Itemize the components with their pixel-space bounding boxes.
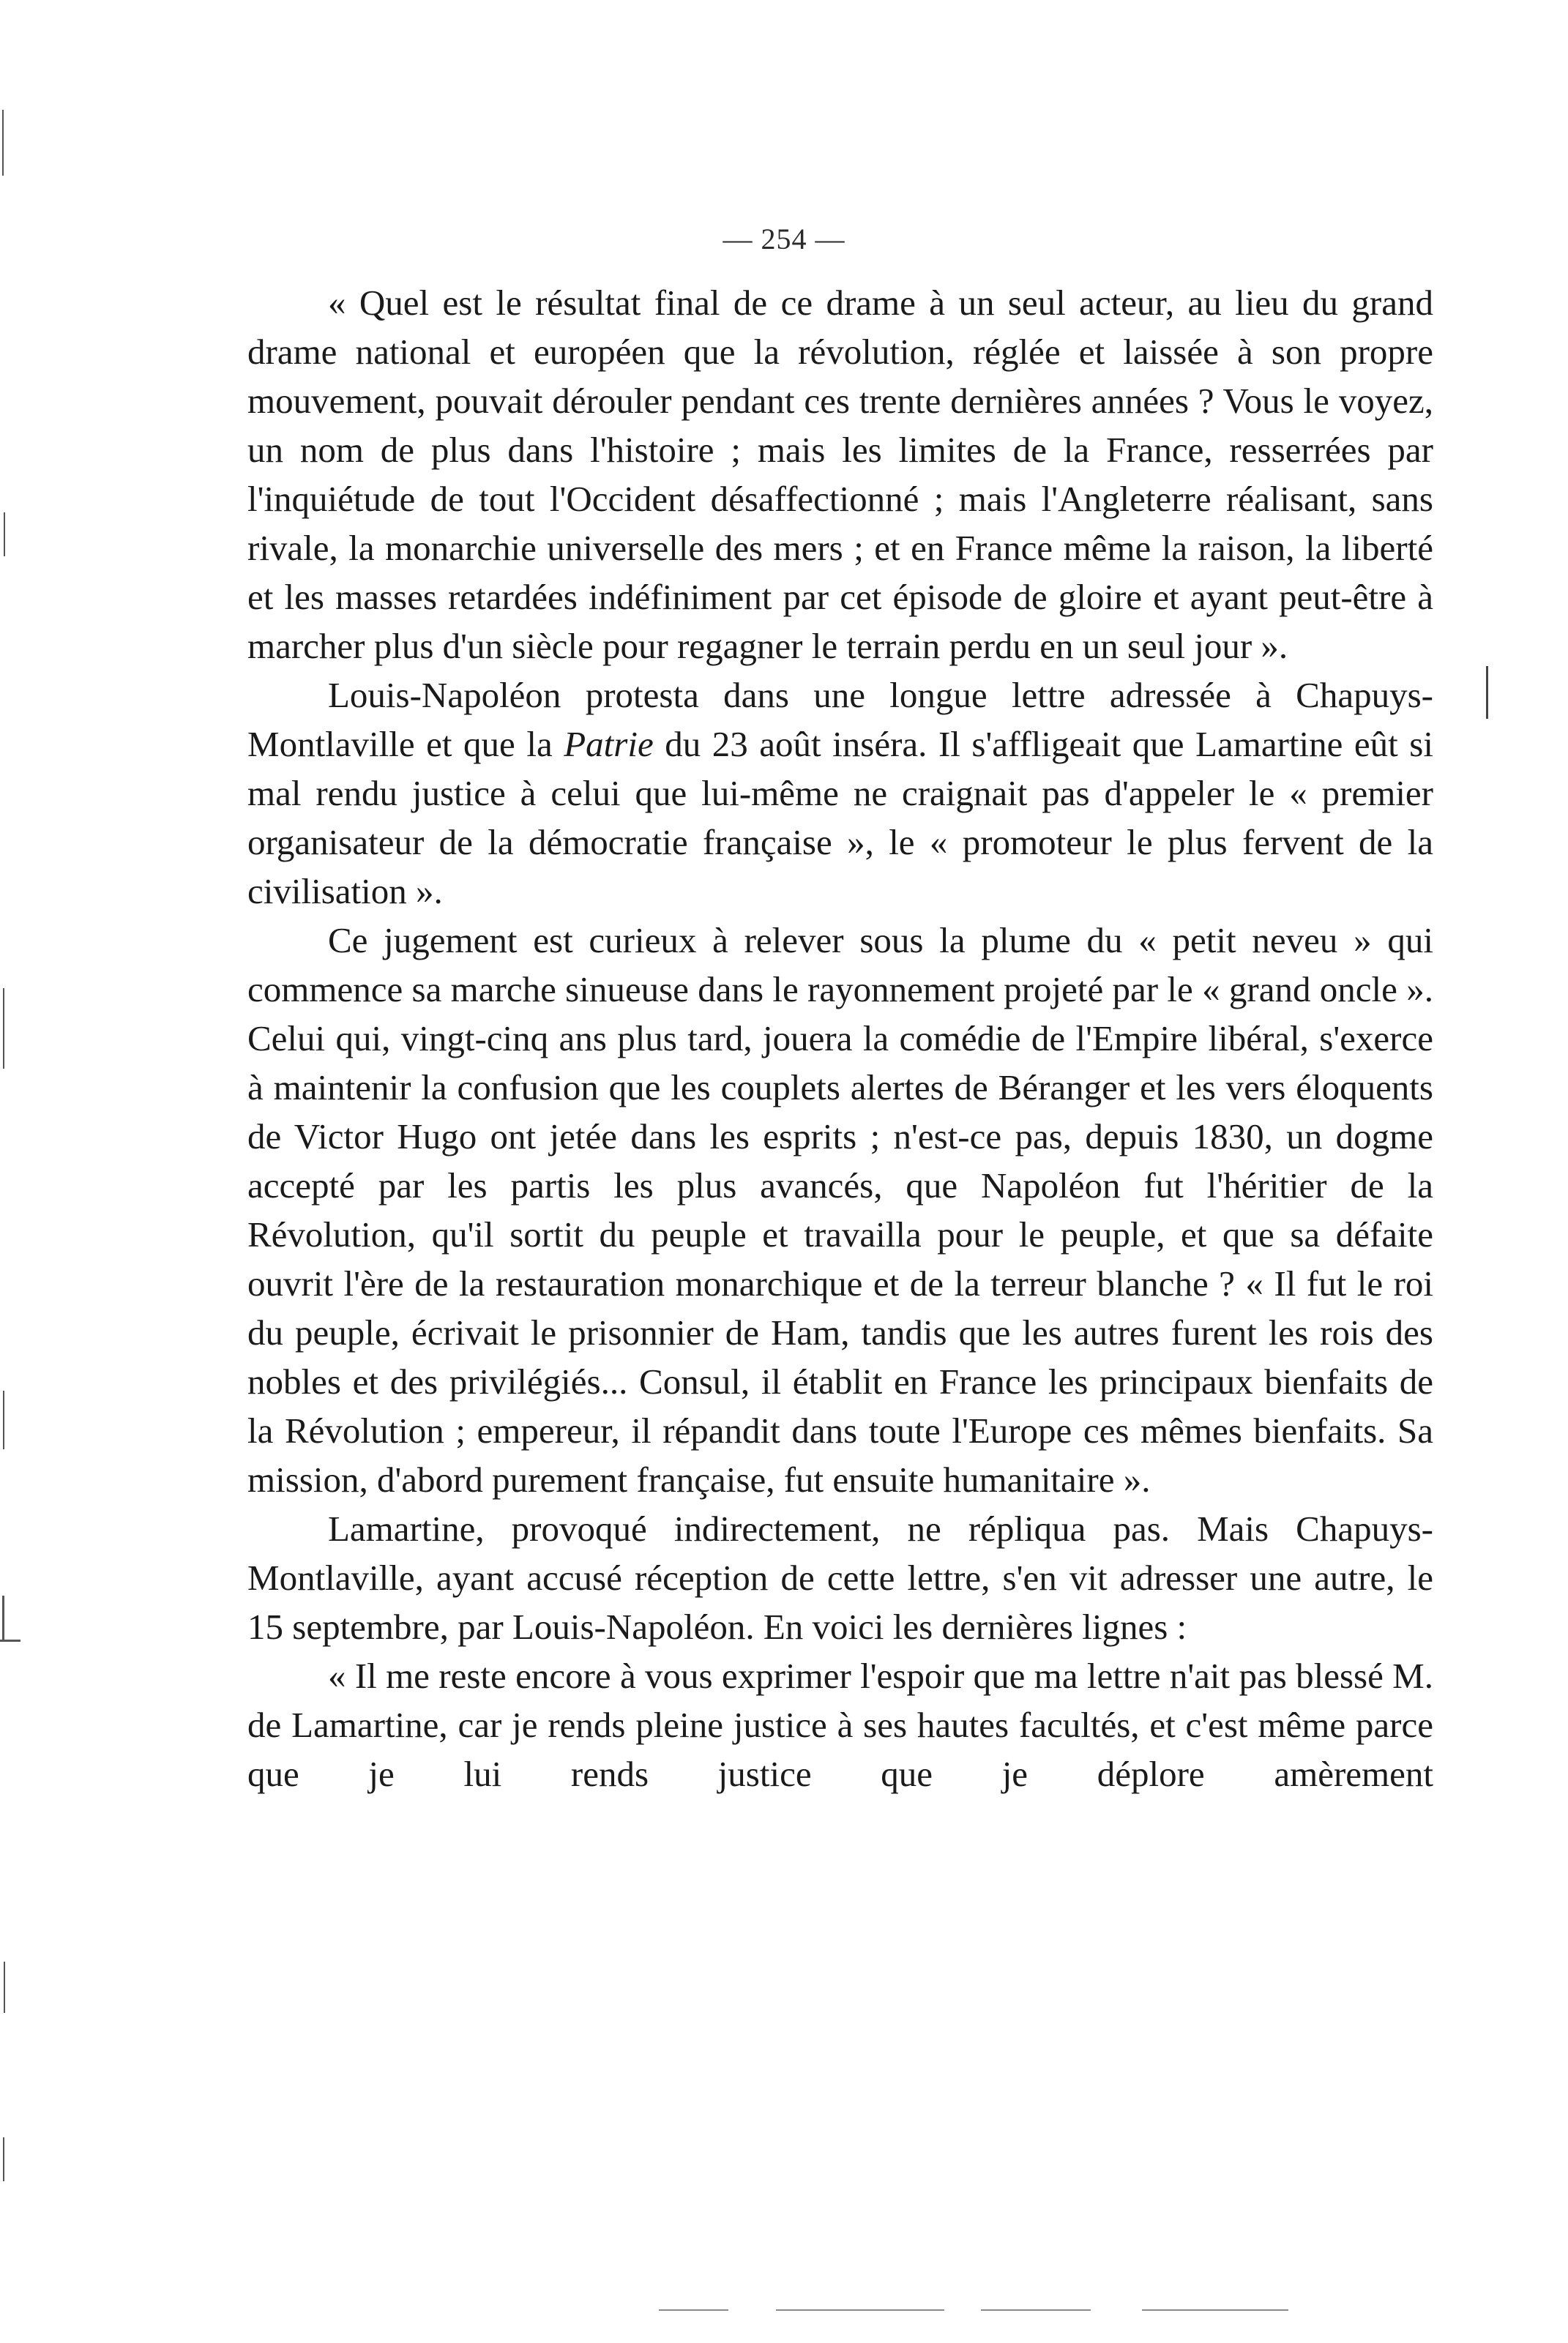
bottom-rule — [1142, 2309, 1288, 2311]
newspaper-title: Patrie — [564, 724, 654, 764]
edge-mark — [2, 1596, 4, 1640]
margin-mark — [1486, 666, 1488, 719]
edge-mark — [3, 2137, 4, 2181]
paragraph-text: Louis-Napoléon protesta dans une longue lettre adressée à Chapuys-Montlaville et que la — [247, 675, 1433, 764]
paragraph-quote-lamartine: « Quel est le résultat final de ce drame à un seul acteur, au lieu du grand drame national et européen que la révolution, réglée et laissée à son propre mouvement, pouvait dérouler pendant ces trente dernières années ? Vous le voyez, un nom de plus dans l'histoire ; mais les limites de la France, resserrées par l'inquiétude de tout l'Occident désaffectionné ; mais l'Angleterre réalisant, sans rivale, la monarchie universelle des mers ; et en France même la raison, la liberté et les masses retardées indéfiniment par cet épisode de gloire et ayant peut-être à marcher plus d'un siècle pour regagner le terrain perdu en un seul jour ». — [247, 283, 1433, 666]
bottom-rule — [659, 2309, 728, 2311]
edge-mark — [3, 988, 4, 1069]
left-page-edge — [0, 0, 10, 2343]
edge-mark — [4, 1962, 5, 2013]
paragraph-judgement: Ce jugement est curieux à relever sous la plume du « petit neveu » qui commence sa marche sinueuse dans le rayonnement projeté par le « grand oncle ». Celui qui, vingt-cinq ans plus tard, jouera la comédie de l'Empire libéral, s'exerce à maintenir la confusion que les couplets alertes de Béranger et les vers éloquents de Victor Hugo ont jetée dans les esprits ; n'est-ce pas, depuis 1830, un dogme accepté par les partis les plus avancés, que Napoléon fut l'héritier de la Révolution, qu'il sortit du peuple et travailla pour le peuple, et que sa défaite ouvrit l'ère de la restauration monarchique et de la terreur blanche ? « Il fut le roi du peuple, écrivait le prisonnier de Ham, tandis que les autres furent les rois des nobles et des privilégiés... Consul, il établit en France les principaux bienfaits de la Révolution ; empereur, il répandit dans toute l'Europe ces mêmes bienfaits. Sa mission, d'abord purement française, fut ensuite humanitaire ». — [247, 920, 1433, 1500]
edge-mark — [0, 1640, 20, 1642]
edge-mark — [3, 1391, 4, 1449]
paragraph-lamartine-reply: Lamartine, provoqué indirectement, ne répliqua pas. Mais Chapuys-Montlaville, ayant accusé réception de cette lettre, s'en vit adresser une autre, le 15 septembre, par Louis-Napoléon. En voici les dernières lignes : — [247, 1509, 1433, 1647]
edge-mark — [2, 110, 4, 176]
bottom-rule — [776, 2309, 944, 2311]
edge-mark — [4, 512, 5, 556]
paragraph-text: du 23 août inséra. Il s'affligeait que Lamartine eût si mal rendu justice à celui que lui-même ne craignait pas d'appeler le « premier organisateur de la démocratie française », le « promoteur le plus fervent de la civilisation ». — [247, 724, 1433, 911]
paragraph-letter-quote: « Il me reste encore à vous exprimer l'espoir que ma lettre n'ait pas blessé M. de Lamartine, car je rends pleine justice à ses hautes facultés, et c'est même parce que je lui rends justice que je déplore amèrement — [247, 1656, 1433, 1794]
body-text — [247, 278, 1433, 1798]
bottom-rule — [981, 2309, 1091, 2311]
paragraph-louis-napoleon-protest — [247, 670, 1433, 916]
page-number: — 254 — — [723, 223, 845, 255]
